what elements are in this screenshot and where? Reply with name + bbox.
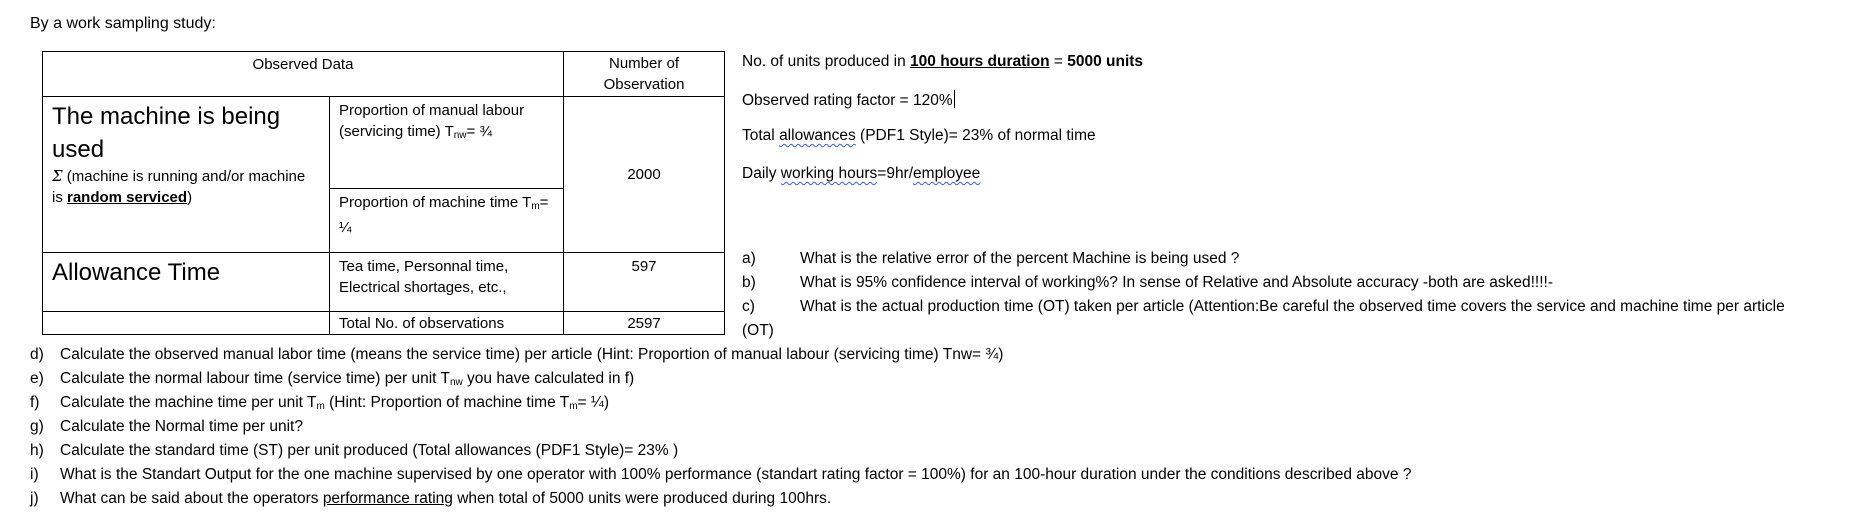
question-c (742, 298, 1785, 316)
text-cursor (954, 90, 955, 108)
allowance-cell (43, 253, 330, 312)
header-number-of-observation (564, 52, 725, 97)
allowance-desc: Tea time, Personnal time, Electrical shortages, etc., (330, 253, 564, 312)
question-d-text: Calculate the observed manual labor time (means the service time) per article (Hint: Proportion of manual labour (servicing time) Tnw= ¾) (60, 346, 1004, 363)
question-j (30, 490, 831, 508)
units-text-a: No. of units produced in (742, 53, 911, 70)
question-e-text-a: Calculate the normal labour time (service time) per unit T (60, 370, 450, 387)
question-f-sub2: m (569, 401, 578, 412)
question-j-text-a: What can be said about the operators (60, 490, 323, 507)
units-duration: 100 hours duration (910, 53, 1050, 70)
total-count: 2597 (564, 312, 725, 335)
question-e (30, 370, 634, 388)
header-observed-data: Observed Data (43, 52, 564, 97)
daily-text-a: Daily (742, 165, 781, 182)
manual-labour-text-b: = ¾ (466, 123, 492, 140)
question-f-text-b: (Hint: Proportion of machine time T (324, 394, 570, 411)
machine-used-desc-a: (machine is running and/or machine is (52, 168, 306, 206)
question-a-text: What is the relative error of the percent Machine is being used ? (800, 250, 1240, 267)
question-j-text-b: when total of 5000 units were produced during 100hrs. (452, 490, 832, 507)
daily-text-c: =9hr/ (877, 165, 914, 182)
sigma-symbol: Σ (52, 167, 63, 185)
machine-used-count: 2000 (564, 97, 725, 253)
allowance-count: 597 (564, 253, 725, 312)
allow-text-c: (PDF1 Style)= 23% of normal time (855, 127, 1096, 144)
allow-text-a: Total (742, 127, 780, 144)
machine-used-desc-b: random serviced (67, 189, 188, 206)
allow-text-b: allowances (779, 127, 856, 144)
question-c-label: c) (742, 298, 755, 315)
question-j-label: j) (30, 490, 39, 507)
header-count-line2: Observation (603, 76, 685, 93)
question-b-text: What is 95% confidence interval of working%? In sense of Relative and Absolute accuracy -both are asked!!!!- (800, 274, 1554, 291)
question-c-wrap: (OT) (742, 322, 774, 339)
machine-used-cell (43, 97, 330, 253)
manual-labour-sub: nw (453, 130, 467, 141)
machine-used-title: The machine is being used (52, 103, 281, 163)
question-i-text: What is the Standart Output for the one machine supervised by one operator with 100% performance (standart rating factor = 100%) for an 100-hour duration under the conditions described above ? (60, 466, 1412, 483)
question-e-sub: nw (449, 377, 463, 388)
question-b (742, 274, 1553, 292)
daily-text-b: working hours (780, 165, 878, 182)
question-g-text: Calculate the Normal time per unit? (60, 418, 303, 435)
total-label: Total No. of observations (330, 312, 564, 335)
machine-time-cell (330, 189, 564, 253)
manual-labour-cell (330, 97, 564, 189)
manual-labour-text-a: Proportion of manual labour (servicing time) T (339, 102, 525, 140)
question-g (30, 418, 303, 436)
question-h (30, 442, 678, 460)
units-value: 5000 units (1067, 53, 1144, 70)
allowances-line (742, 127, 1096, 145)
question-f (30, 394, 609, 412)
question-e-label: e) (30, 370, 44, 387)
observation-table (42, 51, 725, 335)
intro-text: By a work sampling study: (30, 15, 216, 32)
units-produced-line (742, 53, 1143, 71)
question-h-text: Calculate the standard time (ST) per unit produced (Total allowances (PDF1 Style)= 23% ) (60, 442, 679, 459)
machine-time-sub: m (531, 201, 540, 212)
question-a (742, 250, 1239, 268)
units-text-c: = (1049, 53, 1068, 70)
daily-hours-line (742, 165, 980, 183)
allowance-title: Allowance Time (52, 259, 221, 286)
machine-used-desc-c: ) (187, 189, 193, 206)
question-f-label: f) (30, 394, 40, 411)
question-a-label: a) (742, 250, 756, 267)
question-e-text-b: you have calculated in f) (462, 370, 635, 387)
machine-time-text-b: = ¼ (339, 194, 549, 236)
question-i-label: i) (30, 466, 39, 483)
question-d (30, 346, 1003, 364)
daily-text-d: employee (913, 165, 981, 182)
question-f-text-c: = ¼) (577, 394, 609, 411)
total-empty-cell (43, 312, 330, 335)
question-j-performance-rating: performance rating (322, 490, 453, 507)
header-count-line1: Number of (608, 55, 680, 72)
question-f-text-a: Calculate the machine time per unit T (60, 394, 317, 411)
question-i (30, 466, 1411, 484)
question-d-label: d) (30, 346, 44, 363)
machine-time-text-a: Proportion of machine time T (339, 194, 532, 211)
question-b-label: b) (742, 274, 756, 291)
question-g-label: g) (30, 418, 44, 435)
rating-factor-line (742, 90, 955, 110)
question-h-label: h) (30, 442, 44, 459)
question-c-text: What is the actual production time (OT) taken per article (Attention:Be careful the observed time covers the service and machine time per article (800, 298, 1785, 315)
question-f-sub: m (316, 401, 325, 412)
rating-factor-text: Observed rating factor = 120% (742, 92, 953, 109)
